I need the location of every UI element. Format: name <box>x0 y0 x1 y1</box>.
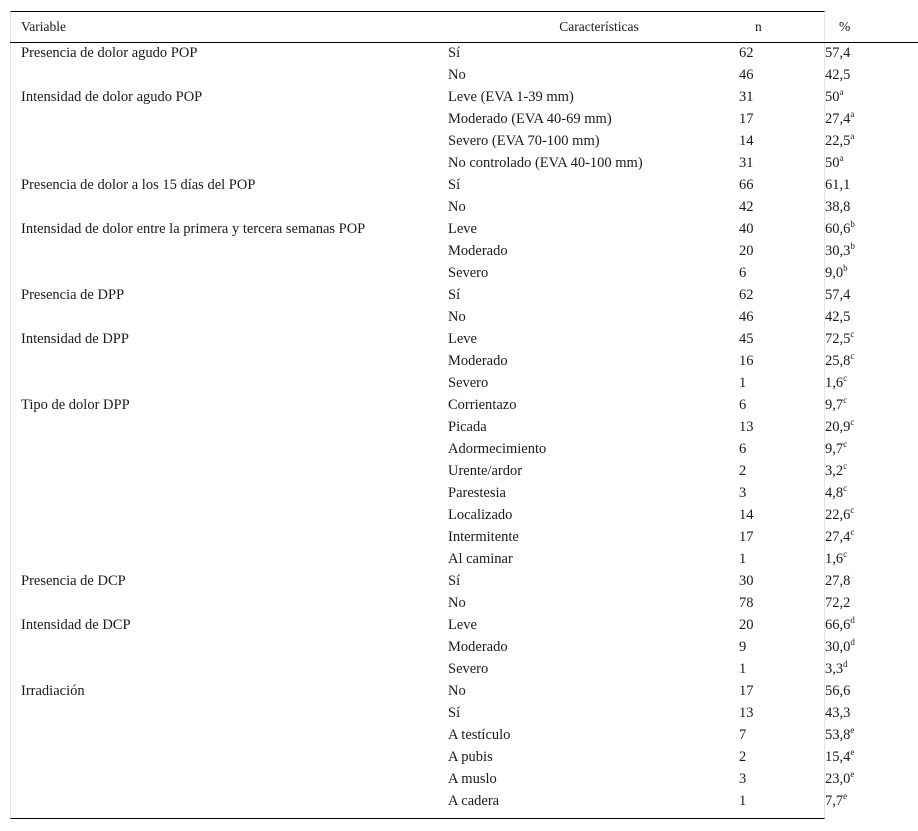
cell-n: 1 <box>739 374 747 391</box>
cell-variable <box>10 482 437 504</box>
cell-n: 1 <box>739 550 747 567</box>
percent-value: 20,9 <box>825 418 851 435</box>
percent-value: 9,7 <box>825 396 844 413</box>
cell-variable: Irradiación <box>21 682 85 699</box>
cell-caracteristica: Sí <box>448 572 461 589</box>
cell-variable <box>10 548 437 570</box>
cell-caracteristica: Severo <box>448 374 489 391</box>
percent-value: 50 <box>825 88 840 105</box>
footnote-marker: c <box>843 394 848 405</box>
table-row <box>10 526 918 548</box>
percent-value: 22,6 <box>825 506 851 523</box>
table-row <box>10 570 918 592</box>
footnote-marker: c <box>843 548 848 559</box>
cell-variable <box>10 768 437 790</box>
percent-value: 23,0 <box>825 770 851 787</box>
cell-percent <box>815 658 918 680</box>
cell-percent <box>815 592 918 614</box>
header-caracteristicas: Características <box>437 12 729 42</box>
cell-n: 31 <box>739 154 754 171</box>
percent-value: 53,8 <box>825 726 851 743</box>
footnote-marker: c <box>843 372 848 383</box>
cell-caracteristica: Severo <box>448 264 489 281</box>
cell-variable: Intensidad de dolor entre la primera y tercera semanas POP <box>21 220 366 237</box>
footnote-marker: e <box>850 724 855 735</box>
cell-percent <box>815 262 918 284</box>
cell-variable <box>10 504 437 526</box>
cell-caracteristica: Moderado <box>448 352 508 369</box>
cell-caracteristica: A pubis <box>448 748 493 765</box>
percent-value: 42,5 <box>825 308 851 325</box>
table-row <box>10 460 918 482</box>
cell-variable <box>10 350 437 372</box>
cell-n: 13 <box>739 704 754 721</box>
cell-n: 6 <box>739 396 747 413</box>
footnote-marker: c <box>843 438 848 449</box>
cell-n: 3 <box>739 484 747 501</box>
header-n: n <box>729 12 815 42</box>
table-row <box>10 372 918 394</box>
cell-percent <box>815 284 918 306</box>
percent-value: 72,2 <box>825 594 851 611</box>
cell-caracteristica: Localizado <box>448 506 513 523</box>
cell-n: 1 <box>739 660 747 677</box>
cell-n: 30 <box>739 572 754 589</box>
cell-percent <box>815 416 918 438</box>
table-row <box>10 746 918 768</box>
cell-caracteristica: Picada <box>448 418 487 435</box>
footnote-marker: c <box>843 460 848 471</box>
table-row <box>10 658 918 680</box>
table-row <box>10 790 918 812</box>
footnote-marker: c <box>850 504 855 515</box>
cell-percent <box>815 64 918 86</box>
cell-caracteristica: Intermitente <box>448 528 519 545</box>
percent-value: 60,6 <box>825 220 851 237</box>
cell-variable <box>10 108 437 130</box>
cell-caracteristica: Moderado <box>448 638 508 655</box>
cell-caracteristica: A muslo <box>448 770 497 787</box>
table-row <box>10 482 918 504</box>
cell-variable <box>10 790 437 812</box>
cell-n: 2 <box>739 462 747 479</box>
cell-variable: Intensidad de DCP <box>21 616 131 633</box>
percent-value: 27,4 <box>825 110 851 127</box>
cell-variable <box>10 592 437 614</box>
cell-n: 3 <box>739 770 747 787</box>
cell-n: 14 <box>739 506 754 523</box>
cell-percent <box>815 240 918 262</box>
cell-percent <box>815 636 918 658</box>
cell-variable: Intensidad de DPP <box>21 330 129 347</box>
cell-caracteristica: Sí <box>448 704 461 721</box>
table-row <box>10 636 918 658</box>
footnote-marker: b <box>850 218 855 229</box>
percent-value: 3,2 <box>825 462 844 479</box>
percent-value: 27,4 <box>825 528 851 545</box>
percent-value: 3,3 <box>825 660 844 677</box>
cell-caracteristica: A testículo <box>448 726 511 743</box>
cell-n: 45 <box>739 330 754 347</box>
cell-variable: Tipo de dolor DPP <box>21 396 130 413</box>
cell-variable: Presencia de DCP <box>21 572 126 589</box>
footnote-marker: c <box>850 328 855 339</box>
cell-variable <box>10 240 437 262</box>
cell-n: 7 <box>739 726 747 743</box>
cell-n: 13 <box>739 418 754 435</box>
cell-variable <box>10 130 437 152</box>
table-header-row <box>10 12 918 42</box>
table-row <box>10 64 918 86</box>
table-row <box>10 768 918 790</box>
cell-caracteristica: Leve <box>448 616 477 633</box>
cell-variable <box>10 746 437 768</box>
cell-caracteristica: No <box>448 198 466 215</box>
cell-variable <box>10 460 437 482</box>
percent-value: 15,4 <box>825 748 851 765</box>
cell-n: 17 <box>739 682 754 699</box>
percent-value: 9,0 <box>825 264 844 281</box>
cell-n: 46 <box>739 66 754 83</box>
cell-percent <box>815 174 918 196</box>
table-row <box>10 614 918 636</box>
percent-value: 38,8 <box>825 198 851 215</box>
cell-n: 31 <box>739 88 754 105</box>
cell-n: 17 <box>739 528 754 545</box>
table-row <box>10 416 918 438</box>
percent-value: 42,5 <box>825 66 851 83</box>
cell-n: 20 <box>739 242 754 259</box>
cell-percent <box>815 108 918 130</box>
cell-caracteristica: A cadera <box>448 792 500 809</box>
footnote-marker: c <box>843 482 848 493</box>
percent-value: 66,6 <box>825 616 851 633</box>
footnote-marker: e <box>850 768 855 779</box>
cell-variable <box>10 196 437 218</box>
cell-percent <box>815 724 918 746</box>
cell-caracteristica: Al caminar <box>448 550 513 567</box>
cell-caracteristica: Sí <box>448 44 461 61</box>
cell-caracteristica: Urente/ardor <box>448 462 523 479</box>
cell-variable <box>10 724 437 746</box>
table-row <box>10 174 918 196</box>
footnote-marker: a <box>839 152 844 163</box>
footnote-marker: c <box>850 350 855 361</box>
cell-variable <box>10 152 437 174</box>
table-row <box>10 592 918 614</box>
percent-value: 25,8 <box>825 352 851 369</box>
table-row <box>10 680 918 702</box>
percent-value: 9,7 <box>825 440 844 457</box>
table-row <box>10 152 918 174</box>
cell-n: 2 <box>739 748 747 765</box>
cell-percent <box>815 42 918 64</box>
percent-value: 4,8 <box>825 484 844 501</box>
cell-caracteristica: Severo <box>448 660 489 677</box>
cell-caracteristica: Sí <box>448 176 461 193</box>
footnote-marker: d <box>843 658 848 669</box>
pain-characteristics-table <box>10 12 918 812</box>
percent-value: 27,8 <box>825 572 851 589</box>
cell-caracteristica: No <box>448 682 466 699</box>
cell-percent <box>815 460 918 482</box>
percent-value: 57,4 <box>825 286 851 303</box>
cell-caracteristica: Sí <box>448 286 461 303</box>
cell-caracteristica: No <box>448 66 466 83</box>
percent-value: 30,0 <box>825 638 851 655</box>
header-variable: Variable <box>10 12 437 42</box>
table-row <box>10 394 918 416</box>
cell-variable: Presencia de dolor a los 15 días del POP <box>21 176 256 193</box>
cell-n: 6 <box>739 264 747 281</box>
cell-variable: Intensidad de dolor agudo POP <box>21 88 203 105</box>
percent-value: 61,1 <box>825 176 851 193</box>
cell-n: 78 <box>739 594 754 611</box>
cell-caracteristica: Adormecimiento <box>448 440 547 457</box>
cell-caracteristica: Corrientazo <box>448 396 517 413</box>
percent-value: 7,7 <box>825 792 844 809</box>
percent-value: 72,5 <box>825 330 851 347</box>
cell-percent <box>815 614 918 636</box>
cell-variable: Presencia de DPP <box>21 286 125 303</box>
cell-caracteristica: Moderado (EVA 40-69 mm) <box>448 110 612 127</box>
cell-percent <box>815 218 918 240</box>
cell-percent <box>815 548 918 570</box>
cell-variable: Presencia de dolor agudo POP <box>21 44 198 61</box>
footnote-marker: a <box>850 108 855 119</box>
footnote-marker: d <box>850 614 855 625</box>
percent-value: 30,3 <box>825 242 851 259</box>
cell-caracteristica: No <box>448 308 466 325</box>
percent-value: 1,6 <box>825 374 844 391</box>
cell-percent <box>815 306 918 328</box>
cell-percent <box>815 328 918 350</box>
cell-caracteristica: Severo (EVA 70-100 mm) <box>448 132 600 149</box>
table-row <box>10 108 918 130</box>
cell-variable <box>10 438 437 460</box>
cell-percent <box>815 746 918 768</box>
cell-variable <box>10 262 437 284</box>
cell-caracteristica: Moderado <box>448 242 508 259</box>
footnote-marker: a <box>839 86 844 97</box>
table-row <box>10 86 918 108</box>
footnote-marker: b <box>843 262 848 273</box>
cell-percent <box>815 504 918 526</box>
percent-value: 1,6 <box>825 550 844 567</box>
cell-n: 6 <box>739 440 747 457</box>
cell-n: 66 <box>739 176 754 193</box>
cell-percent <box>815 152 918 174</box>
cell-n: 9 <box>739 638 747 655</box>
percent-value: 22,5 <box>825 132 851 149</box>
cell-caracteristica: Parestesia <box>448 484 506 501</box>
cell-percent <box>815 482 918 504</box>
cell-percent <box>815 570 918 592</box>
cell-percent <box>815 768 918 790</box>
table-body <box>10 42 918 812</box>
cell-n: 46 <box>739 308 754 325</box>
table-row <box>10 350 918 372</box>
percent-value: 43,3 <box>825 704 851 721</box>
cell-variable <box>10 306 437 328</box>
cell-variable <box>10 372 437 394</box>
cell-percent <box>815 86 918 108</box>
cell-percent <box>815 790 918 812</box>
cell-caracteristica: No controlado (EVA 40-100 mm) <box>448 154 643 171</box>
table-row <box>10 130 918 152</box>
table-row <box>10 42 918 64</box>
cell-variable <box>10 526 437 548</box>
cell-percent <box>815 680 918 702</box>
table-row <box>10 438 918 460</box>
cell-percent <box>815 394 918 416</box>
cell-n: 14 <box>739 132 754 149</box>
table-row <box>10 218 918 240</box>
table-row <box>10 240 918 262</box>
cell-caracteristica: Leve (EVA 1-39 mm) <box>448 88 574 105</box>
cell-caracteristica: Leve <box>448 330 477 347</box>
cell-percent <box>815 350 918 372</box>
cell-caracteristica: Leve <box>448 220 477 237</box>
cell-variable <box>10 658 437 680</box>
footnote-marker: c <box>850 416 855 427</box>
cell-variable <box>10 416 437 438</box>
table-row <box>10 284 918 306</box>
footnote-marker: e <box>850 746 855 757</box>
cell-n: 40 <box>739 220 754 237</box>
header-percent: % <box>815 12 918 42</box>
table-row <box>10 504 918 526</box>
cell-variable <box>10 702 437 724</box>
cell-n: 16 <box>739 352 754 369</box>
table-row <box>10 328 918 350</box>
cell-percent <box>815 702 918 724</box>
cell-n: 62 <box>739 286 754 303</box>
footnote-marker: e <box>843 790 848 801</box>
cell-n: 1 <box>739 792 747 809</box>
cell-percent <box>815 196 918 218</box>
footnote-marker: d <box>850 636 855 647</box>
cell-variable <box>10 636 437 658</box>
cell-percent <box>815 372 918 394</box>
footnote-marker: a <box>850 130 855 141</box>
cell-n: 62 <box>739 44 754 61</box>
percent-value: 56,6 <box>825 682 851 699</box>
percent-value: 50 <box>825 154 840 171</box>
cell-percent <box>815 130 918 152</box>
cell-caracteristica: No <box>448 594 466 611</box>
table-row <box>10 196 918 218</box>
cell-n: 17 <box>739 110 754 127</box>
cell-n: 42 <box>739 198 754 215</box>
table-row <box>10 702 918 724</box>
table-row <box>10 548 918 570</box>
footnote-marker: b <box>850 240 855 251</box>
table-row <box>10 262 918 284</box>
cell-percent <box>815 438 918 460</box>
footnote-marker: c <box>850 526 855 537</box>
table-row <box>10 724 918 746</box>
cell-n: 20 <box>739 616 754 633</box>
percent-value: 57,4 <box>825 44 851 61</box>
cell-percent <box>815 526 918 548</box>
cell-variable <box>10 64 437 86</box>
table-row <box>10 306 918 328</box>
